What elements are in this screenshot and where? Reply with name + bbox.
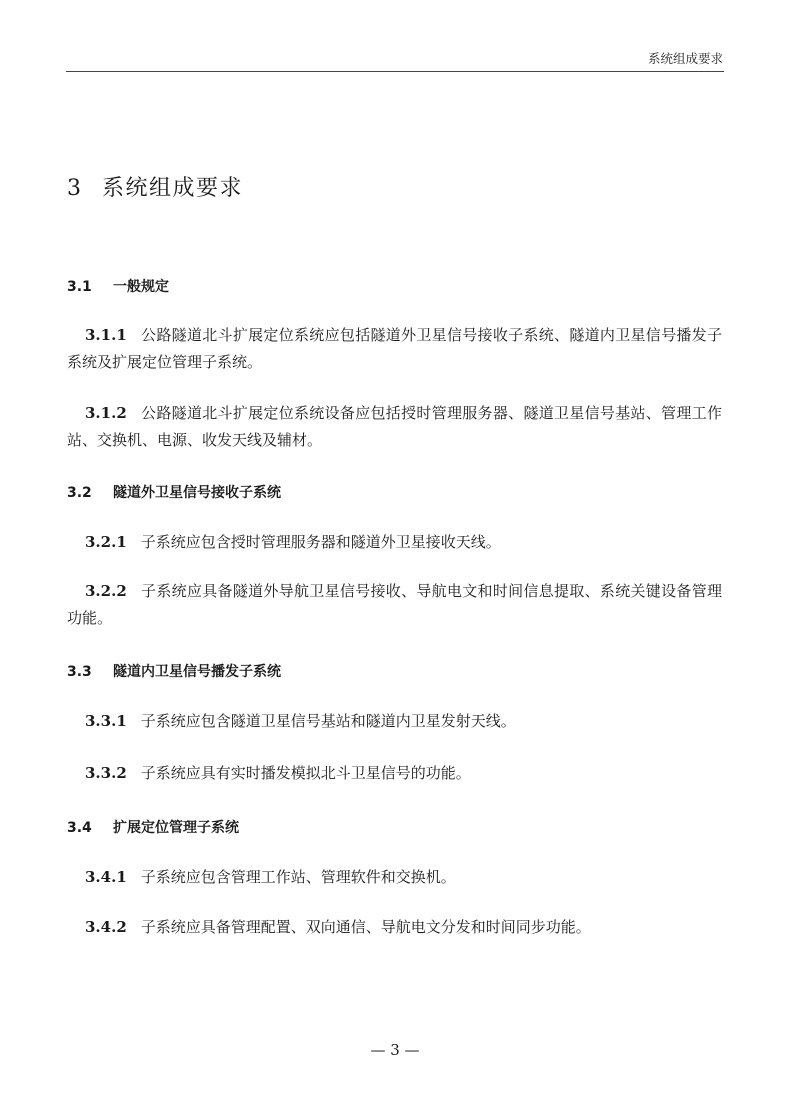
- header-rule: [66, 71, 724, 72]
- clause-number: 3.1.1: [85, 326, 127, 344]
- section-heading-3-3: [67, 661, 281, 681]
- chapter-title-text: 系统组成要求: [102, 176, 244, 201]
- clause-3-3-1: [67, 708, 722, 735]
- clause-text: 子系统应具有实时播发模拟北斗卫星信号的功能。: [140, 764, 471, 782]
- clause-text: 公路隧道北斗扩展定位系统设备应包括授时管理服务器、隧道卫星信号基站、管理工作站、交换机、电源、收发天线及辅材。: [67, 404, 722, 449]
- section-number: 3.2: [67, 485, 92, 501]
- clause-text: 子系统应包含管理工作站、管理软件和交换机。: [140, 868, 456, 886]
- clause-3-2-1: [67, 529, 722, 556]
- clause-3-3-2: [67, 760, 722, 787]
- section-number: 3.3: [67, 664, 92, 680]
- clause-number: 3.1.2: [85, 404, 127, 422]
- clause-3-1-1: [67, 322, 722, 376]
- clause-3-1-2: [67, 400, 722, 454]
- clause-number: 3.3.2: [85, 764, 127, 782]
- clause-text: 公路隧道北斗扩展定位系统应包括隧道外卫星信号接收子系统、隧道内卫星信号播发子系统及扩展定位管理子系统。: [67, 326, 722, 371]
- clause-number: 3.2.2: [85, 582, 127, 600]
- section-number: 3.1: [67, 279, 92, 295]
- section-title: 隧道内卫星信号播发子系统: [113, 664, 281, 680]
- chapter-title: [67, 171, 243, 202]
- section-title: 扩展定位管理子系统: [113, 820, 239, 836]
- clause-text: 子系统应具备隧道外导航卫星信号接收、导航电文和时间信息提取、系统关键设备管理功能。: [67, 582, 722, 627]
- page-number: — 3 —: [370, 1041, 420, 1059]
- chapter-number: 3: [67, 176, 83, 201]
- section-title: 隧道外卫星信号接收子系统: [113, 485, 281, 501]
- clause-3-4-1: [67, 864, 722, 891]
- clause-text: 子系统应具备管理配置、双向通信、导航电文分发和时间同步功能。: [140, 918, 591, 936]
- section-title: 一般规定: [113, 279, 169, 295]
- clause-3-2-2: [67, 578, 722, 632]
- clause-number: 3.3.1: [85, 712, 127, 730]
- clause-number: 3.4.1: [85, 868, 127, 886]
- clause-3-4-2: [67, 914, 722, 941]
- clause-text: 子系统应包含隧道卫星信号基站和隧道内卫星发射天线。: [140, 712, 516, 730]
- section-heading-3-2: [67, 482, 281, 502]
- section-heading-3-1: [67, 276, 169, 296]
- clause-text: 子系统应包含授时管理服务器和隧道外卫星接收天线。: [140, 533, 501, 551]
- section-number: 3.4: [67, 820, 92, 836]
- running-header: 系统组成要求: [647, 51, 723, 66]
- clause-number: 3.2.1: [85, 533, 127, 551]
- section-heading-3-4: [67, 817, 239, 837]
- clause-number: 3.4.2: [85, 918, 127, 936]
